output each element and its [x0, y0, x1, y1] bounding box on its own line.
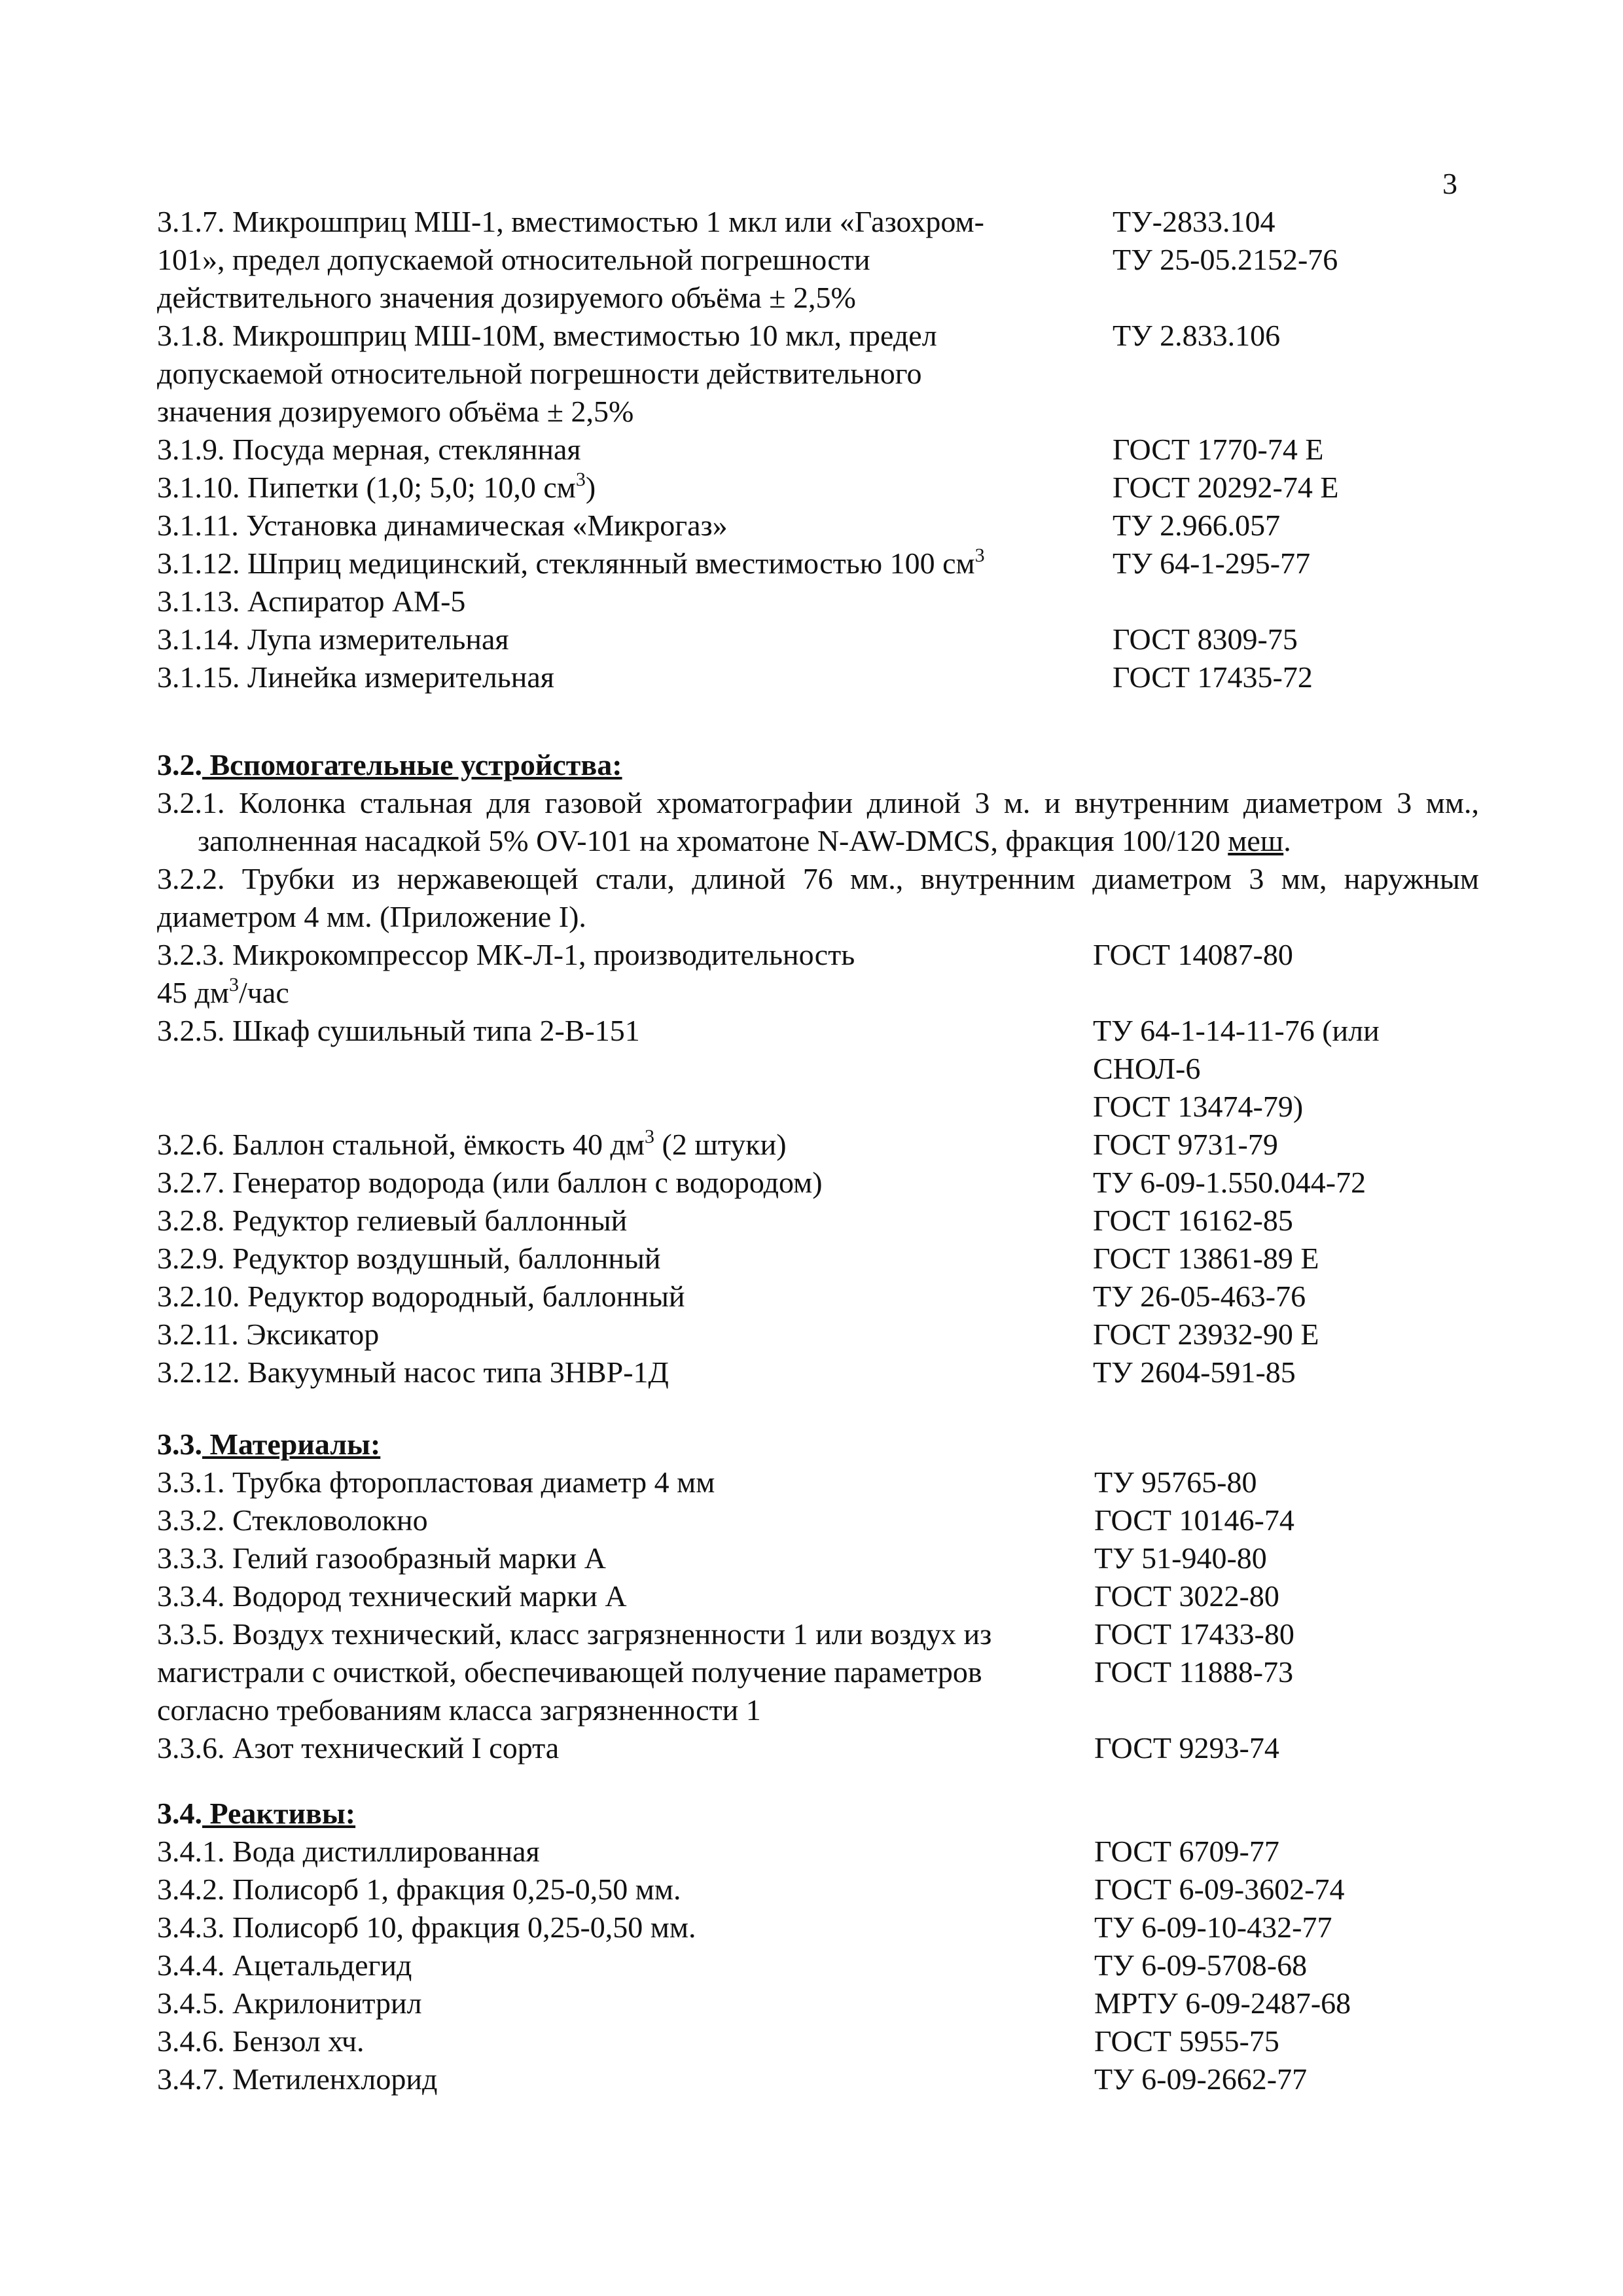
standard-ref: ТУ 2.966.057 [1113, 509, 1281, 542]
section-number: 3.4. [157, 1797, 202, 1830]
standard-ref: ТУ 6-09-2662-77 [1094, 2062, 1308, 2096]
standard-ref: ГОСТ 11888-73 [1094, 1655, 1294, 1689]
item-text: 3.2.9. Редуктор воздушный, баллонный [157, 1242, 661, 1275]
superscript: 3 [974, 545, 985, 566]
item-text: 3.2.6. Баллон стальной, ёмкость 40 дм [157, 1128, 645, 1161]
superscript: 3 [575, 469, 586, 490]
section-title: Вспомогательные устройства: [202, 748, 622, 781]
list-item [157, 1539, 1479, 1577]
paragraph-text: 3.2.1. Колонка стальная для газовой хроматографии длиной 3 м. и внутренним диаметром 3 мм., заполненная насадкой 5% OV-101 на хроматоне N-AW-DMCS, фракция 100/120 [157, 786, 1479, 857]
item-text: 3.4.7. Метиленхлорид [157, 2062, 438, 2096]
section-3-1-list [157, 203, 1479, 696]
item-text-line: 3.1.8. Микрошприц МШ-10М, вместимостью 10 мкл, предел [157, 319, 937, 352]
section-heading [157, 746, 1479, 784]
item-text: 3.2.5. Шкаф сушильный типа 2-В-151 [157, 1014, 640, 1047]
standard-ref: ГОСТ 10146-74 [1094, 1503, 1294, 1537]
paragraph-3-2-1 [157, 784, 1479, 860]
standard-ref: ГОСТ 20292-74 Е [1113, 471, 1339, 504]
list-item [157, 1833, 1479, 1871]
section-heading [157, 1426, 1479, 1463]
standard-ref: ГОСТ 17433-80 [1094, 1617, 1294, 1651]
standard-ref: ТУ 2.833.106 [1113, 319, 1281, 352]
paragraph-end: . [1283, 824, 1291, 857]
item-text: 3.4.1. Вода дистиллированная [157, 1835, 540, 1868]
list-item [157, 1278, 1479, 1316]
item-text: 45 дм [157, 976, 230, 1009]
section-number: 3.2. [157, 748, 202, 781]
item-text: 3.1.12. Шприц медицинский, стеклянный вместимостью 100 см [157, 547, 975, 580]
item-text: 3.1.10. Пипетки (1,0; 5,0; 10,0 см [157, 471, 576, 504]
paragraph-3-2-2: 3.2.2. Трубки из нержавеющей стали, длиной 76 мм., внутренним диаметром 3 мм, наружным диаметром 4 мм. (Приложение I). [157, 862, 1479, 933]
list-item [157, 1946, 1479, 1984]
list-item [157, 1577, 1479, 1615]
section-title: Реактивы: [202, 1797, 356, 1830]
standard-ref: ТУ 51-940-80 [1094, 1541, 1267, 1575]
item-text: 3.3.3. Гелий газообразный марки А [157, 1541, 606, 1575]
list-item [157, 1164, 1479, 1202]
standard-ref: ГОСТ 17435-72 [1113, 660, 1313, 694]
standard-ref: ГОСТ 5955-75 [1094, 2024, 1279, 2058]
standard-ref: ГОСТ 13474-79) [1093, 1090, 1304, 1123]
list-item [157, 545, 1479, 583]
standard-ref: ГОСТ 1770-74 Е [1113, 433, 1324, 466]
list-item [157, 1463, 1479, 1501]
section-heading [157, 1795, 1479, 1833]
list-item [157, 1729, 1479, 1767]
standard-ref: МРТУ 6-09-2487-68 [1094, 1986, 1351, 2020]
standard-ref: ГОСТ 14087-80 [1093, 938, 1293, 971]
page-number: 3 [1442, 167, 1457, 200]
list-item [157, 1202, 1479, 1240]
list-item [157, 1909, 1479, 1946]
item-text: 3.4.2. Полисорб 1, фракция 0,25-0,50 мм. [157, 1873, 681, 1906]
list-item [157, 1984, 1479, 2022]
item-text: 3.1.15. Линейка измерительная [157, 660, 554, 694]
list-item [157, 1240, 1479, 1278]
list-item [157, 1316, 1479, 1354]
item-text: 3.2.8. Редуктор гелиевый баллонный [157, 1204, 628, 1237]
item-text-end: /час [239, 976, 289, 1009]
standard-ref: ТУ 6-09-10-432-77 [1094, 1910, 1332, 1944]
superscript: 3 [229, 974, 240, 996]
item-text: 3.4.3. Полисорб 10, фракция 0,25-0,50 мм. [157, 1910, 696, 1944]
item-text-end: ) [585, 471, 596, 504]
standard-ref: СНОЛ-6 [1093, 1052, 1201, 1085]
list-item [157, 431, 1479, 469]
item-text: 3.3.4. Водород технический марки А [157, 1579, 627, 1613]
standard-ref: ГОСТ 9293-74 [1094, 1731, 1279, 1765]
item-text-line: согласно требованиям класса загрязненности 1 [157, 1693, 761, 1727]
standard-ref: ГОСТ 8309-75 [1113, 622, 1298, 656]
standard-ref: ГОСТ 13861-89 Е [1093, 1242, 1319, 1275]
item-text-line: значения дозируемого объёма ± 2,5% [157, 395, 634, 428]
list-item [157, 1354, 1479, 1391]
list-item [157, 936, 1479, 1012]
item-text: 3.2.11. Эксикатор [157, 1318, 380, 1351]
item-text: 3.4.5. Акрилонитрил [157, 1986, 422, 2020]
list-item [157, 1126, 1479, 1164]
unit-mesh: меш [1228, 824, 1284, 857]
standard-ref: ТУ 64-1-295-77 [1113, 547, 1311, 580]
standard-ref: ТУ 26-05-463-76 [1093, 1280, 1306, 1313]
standard-ref: ГОСТ 3022-80 [1094, 1579, 1279, 1613]
standard-ref: ТУ 25-05.2152-76 [1113, 243, 1338, 276]
section-title: Материалы: [202, 1427, 381, 1461]
standard-ref: ГОСТ 9731-79 [1093, 1128, 1278, 1161]
item-text-line: 3.2.3. Микрокомпрессор МК-Л-1, производительность [157, 938, 855, 971]
list-item [157, 620, 1479, 658]
list-item [157, 658, 1479, 696]
list-item [157, 1501, 1479, 1539]
list-item [157, 2060, 1479, 2098]
section-3-4 [157, 1795, 1479, 2098]
item-text: 3.3.2. Стекловолокно [157, 1503, 428, 1537]
item-text-line: 3.1.7. Микрошприц МШ-1, вместимостью 1 мкл или «Газохром- [157, 205, 984, 238]
standard-ref: ТУ 95765-80 [1094, 1465, 1257, 1499]
item-text: 3.3.6. Азот технический I сорта [157, 1731, 560, 1765]
standard-ref: ГОСТ 6-09-3602-74 [1094, 1873, 1345, 1906]
standard-ref: ТУ-2833.104 [1113, 205, 1275, 238]
list-item [157, 507, 1479, 545]
item-text: 3.1.13. Аспиратор АМ-5 [157, 584, 466, 618]
list-item [157, 203, 1479, 317]
item-text: 3.2.12. Вакуумный насос типа 3НВР-1Д [157, 1355, 669, 1389]
list-item [157, 1012, 1479, 1126]
section-3-3 [157, 1426, 1479, 1767]
item-text: 3.2.10. Редуктор водородный, баллонный [157, 1280, 685, 1313]
item-text: 3.2.7. Генератор водорода (или баллон с водородом) [157, 1166, 823, 1199]
list-item [157, 583, 1479, 620]
item-text-line: 101», предел допускаемой относительной погрешности [157, 243, 870, 276]
section-number: 3.3. [157, 1427, 202, 1461]
list-item [157, 469, 1479, 507]
item-text-line: допускаемой относительной погрешности действительного [157, 357, 922, 390]
item-text: 3.1.11. Установка динамическая «Микрогаз» [157, 509, 728, 542]
item-text: 3.4.4. Ацетальдегид [157, 1948, 412, 1982]
standard-ref: ГОСТ 16162-85 [1093, 1204, 1293, 1237]
item-text: 3.4.6. Бензол хч. [157, 2024, 365, 2058]
list-item [157, 317, 1479, 431]
item-text: 3.3.1. Трубка фторопластовая диаметр 4 мм [157, 1465, 715, 1499]
section-3-2 [157, 746, 1479, 1391]
item-text-line: магистрали с очисткой, обеспечивающей получение параметров [157, 1655, 982, 1689]
item-text-line: действительного значения дозируемого объёма ± 2,5% [157, 281, 856, 314]
item-text: 3.1.9. Посуда мерная, стеклянная [157, 433, 581, 466]
item-text-line: 3.3.5. Воздух технический, класс загрязненности 1 или воздух из [157, 1617, 992, 1651]
item-text-end: (2 штуки) [654, 1128, 787, 1161]
standard-ref: ТУ 2604-591-85 [1093, 1355, 1296, 1389]
list-item [157, 1871, 1479, 1909]
standard-ref: ТУ 6-09-1.550.044-72 [1093, 1166, 1366, 1199]
standard-ref: ТУ 64-1-14-11-76 (или [1093, 1014, 1380, 1047]
standard-ref: ТУ 6-09-5708-68 [1094, 1948, 1308, 1982]
list-item [157, 1615, 1479, 1729]
standard-ref: ГОСТ 23932-90 Е [1093, 1318, 1319, 1351]
superscript: 3 [645, 1126, 655, 1147]
list-item [157, 2022, 1479, 2060]
item-text: 3.1.14. Лупа измерительная [157, 622, 509, 656]
standard-ref: ГОСТ 6709-77 [1094, 1835, 1279, 1868]
